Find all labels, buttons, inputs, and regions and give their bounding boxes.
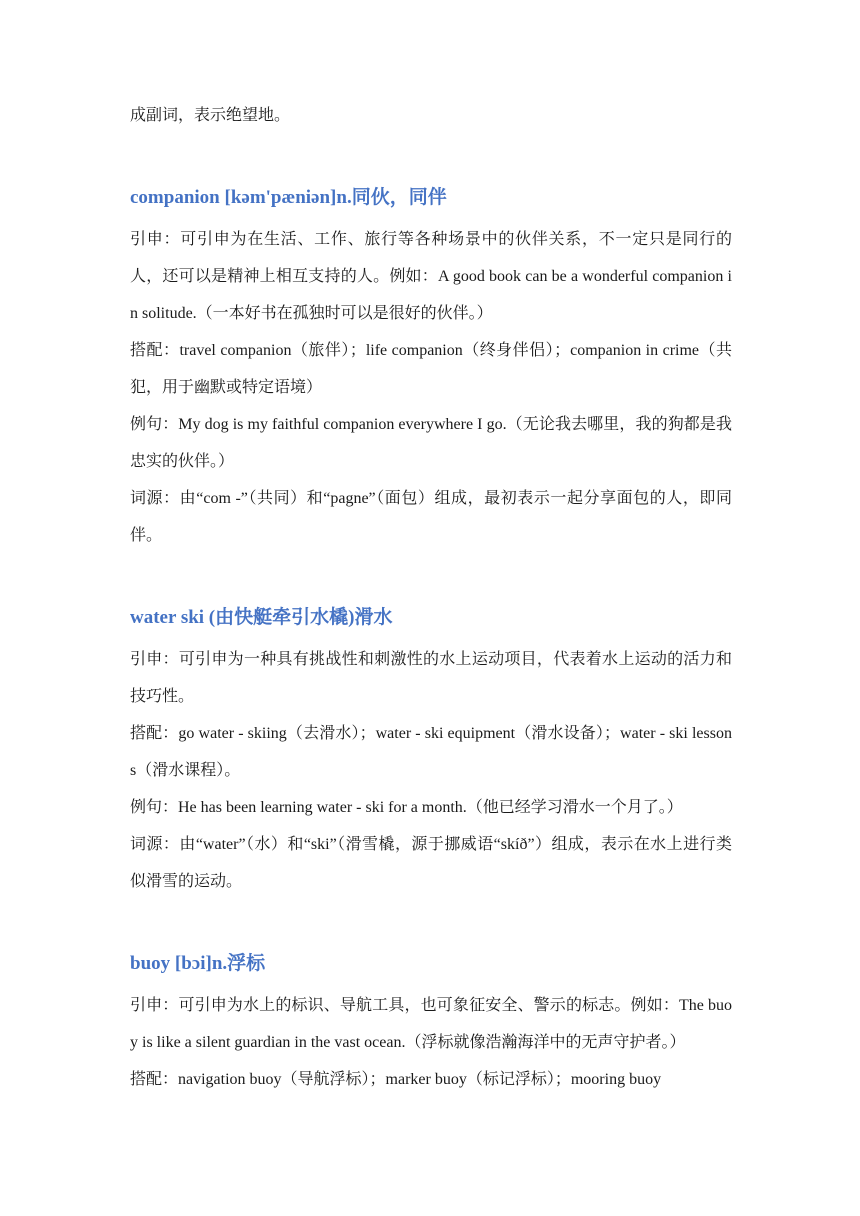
entry-extension: 引申：可引申为水上的标识、导航工具，也可象征安全、警示的标志。例如：The buoy is like a silent guardian in the vast ocean.（浮标就像浩瀚海洋中的无声守护者。）: [130, 997, 732, 1051]
entry-extension: 引申：可引申为在生活、工作、旅行等各种场景中的伙伴关系，不一定只是同行的人，还可以是精神上相互支持的人。例如：A good book can be a wonderful companion in solitude.（一本好书在孤独时可以是很好的伙伴。）: [130, 231, 732, 322]
lead-paragraph: 成副词，表示绝望地。: [130, 107, 291, 124]
entry-heading: buoy [bɔi]n.浮标: [130, 953, 266, 974]
entry-example: 例句：He has been learning water - ski for a month.（他已经学习滑水一个月了。）: [130, 799, 683, 816]
entry-example: 例句：My dog is my faithful companion everywhere I go.（无论我去哪里，我的狗都是我忠实的伙伴。）: [130, 416, 732, 470]
entry-extension: 引申：可引申为一种具有挑战性和刺激性的水上运动项目，代表着水上运动的活力和技巧性。: [130, 651, 732, 705]
entry-collocation: 搭配：travel companion（旅伴）；life companion（终身伴侣）；companion in crime（共犯，用于幽默或特定语境）: [130, 342, 732, 396]
entry-collocation: 搭配：navigation buoy（导航浮标）；marker buoy（标记浮标）；mooring buoy: [130, 1071, 662, 1088]
entry-etymology: 词源：由“water”（水）和“ski”（滑雪橇，源于挪威语“skíð”）组成，表示在水上进行类似滑雪的运动。: [130, 836, 732, 890]
entry-heading: companion [kəm'pæniən]n.同伙，同伴: [130, 187, 447, 208]
document-page: [130, 0, 732, 1098]
entry-heading: water ski (由快艇牵引水橇)滑水: [130, 607, 393, 628]
entry-etymology: 词源：由“com -”（共同）和“pagne”（面包）组成，最初表示一起分享面包的人，即同伴。: [130, 490, 732, 544]
entry-buoy: [130, 950, 732, 1098]
entry-collocation: 搭配：go water - skiing（去滑水）；water - ski equipment（滑水设备）；water - ski lessons（滑水课程）。: [130, 725, 732, 779]
entry-companion: [130, 184, 732, 554]
entry-water-ski: [130, 604, 732, 900]
